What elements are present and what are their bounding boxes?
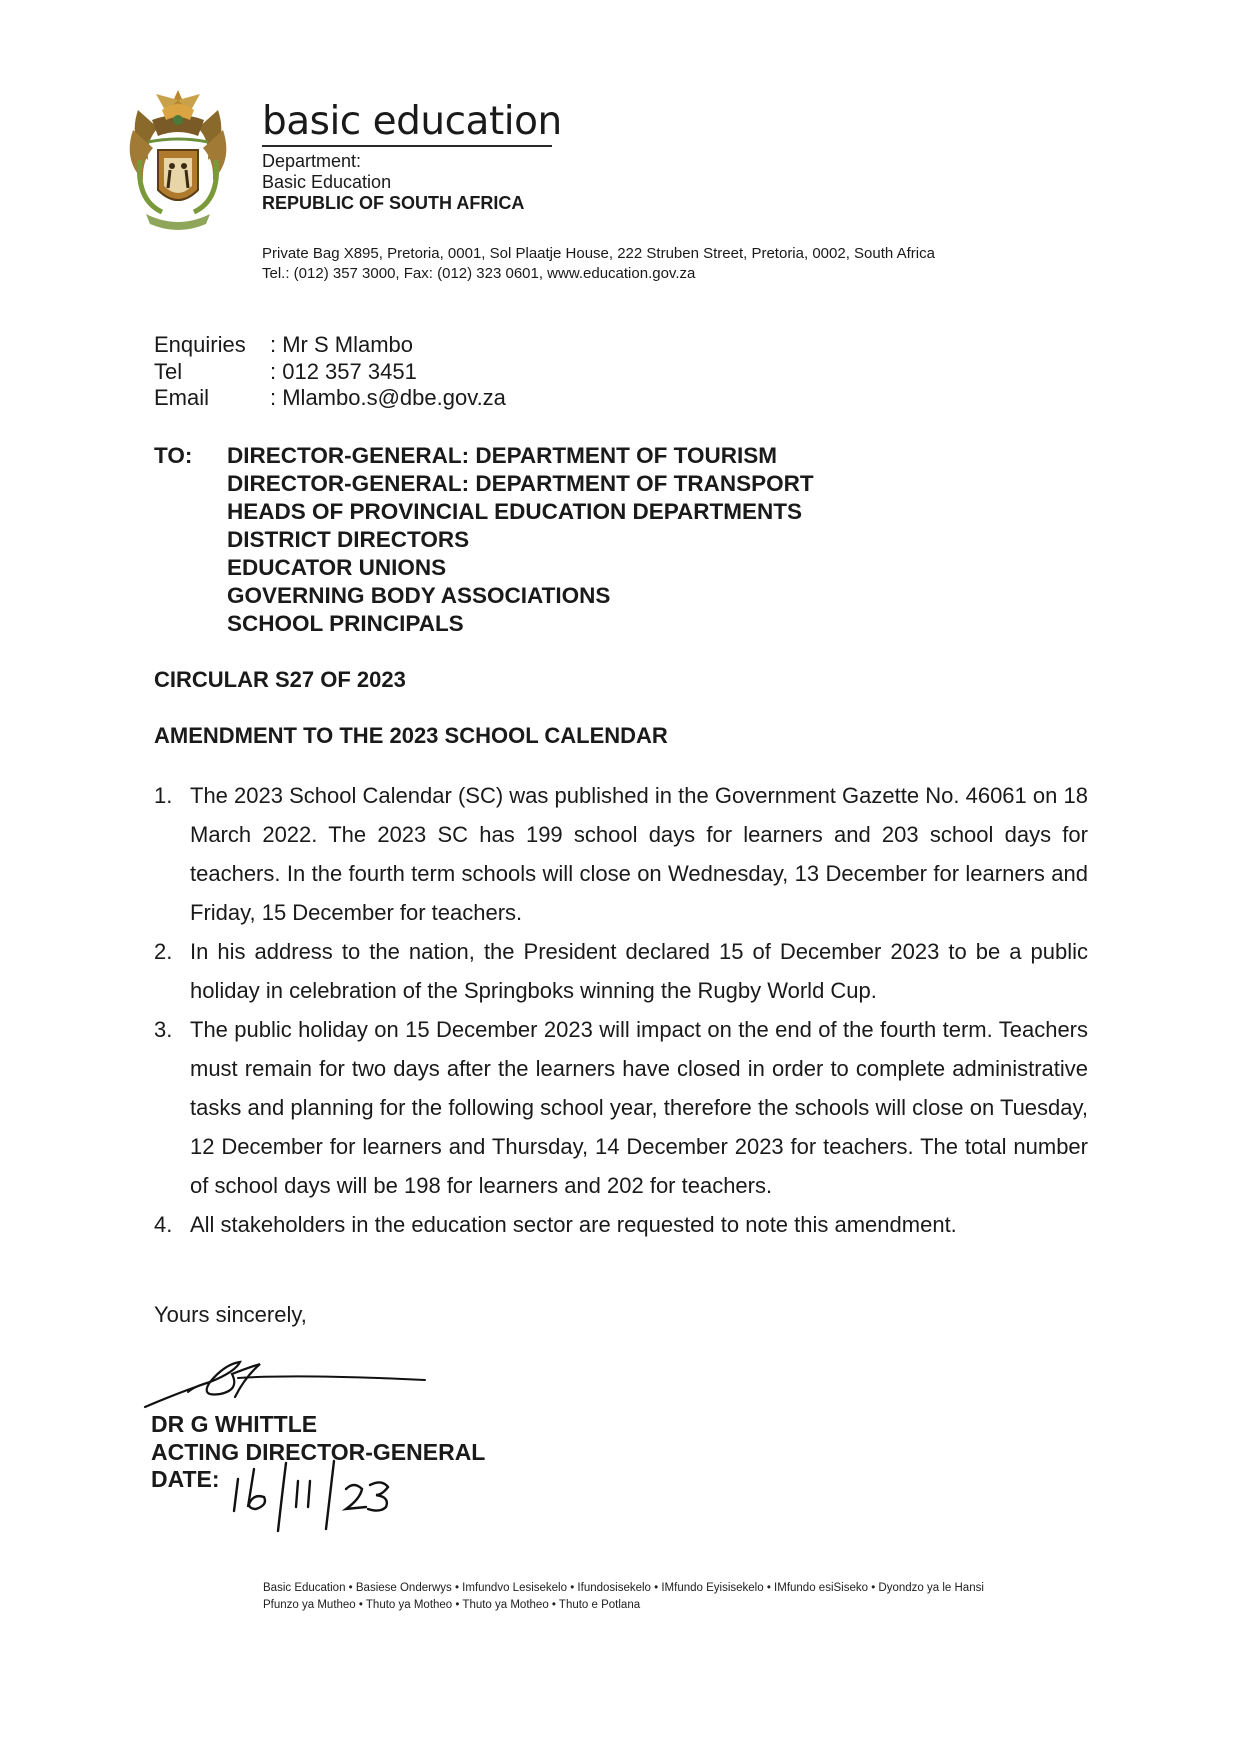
email-value: : Mlambo.s@dbe.gov.za [270,385,506,410]
recipient: DIRECTOR-GENERAL: DEPARTMENT OF TRANSPORT [227,471,814,496]
tel-row [154,359,506,386]
item-text: The public holiday on 15 December 2023 will impact on the end of the fourth term. Teachers must remain for two days after the learners have closed in order to complete administrative tasks and planning for the following school year, therefore the schools will close on Tuesday, 12 December for learners and Thursday, 14 December 2023 for teachers. The total number of school days will be 198 for learners and 202 for teachers. [190,1017,1088,1198]
subject-heading: AMENDMENT TO THE 2023 SCHOOL CALENDAR [154,723,668,748]
footer-multilingual [263,1580,984,1614]
enquiries-label: Enquiries [154,332,246,357]
country-name: REPUBLIC OF SOUTH AFRICA [262,193,525,213]
coat-of-arms-logo [118,80,238,240]
footer-line: Basic Education • Basiese Onderwys • Imfundvo Lesisekelo • Ifundosisekelo • IMfundo Eyisisekelo • IMfundo esiSiseko • Dyondzo ya le Hansi [263,1582,984,1594]
to-label: TO: [154,443,193,468]
footer-line: Pfunzo ya Mutheo • Thuto ya Motheo • Thuto ya Motheo • Thuto e Potlana [263,1599,641,1611]
item-number: 3. [154,1017,173,1042]
enquiries-block [154,332,506,412]
recipient: DIRECTOR-GENERAL: DEPARTMENT OF TOURISM [227,443,777,468]
recipient: DISTRICT DIRECTORS [227,527,470,552]
enquiries-row [154,332,506,359]
postal-address: Private Bag X895, Pretoria, 0001, Sol Plaatje House, 222 Struben Street, Pretoria, 0002, South Africa [262,245,935,262]
signatory-name: DR G WHITTLE [151,1411,318,1437]
item-number: 2. [154,939,173,964]
department-brand-title: basic education [262,99,562,144]
department-label: Department: [262,151,362,171]
tel-label: Tel [154,358,183,384]
list-item [154,1010,1088,1205]
item-number: 1. [154,783,173,808]
recipient: EDUCATOR UNIONS [227,555,447,580]
enquiries-value: : Mr S Mlambo [270,332,414,357]
circular-number: CIRCULAR S27 OF 2023 [154,667,406,692]
item-text: The 2023 School Calendar (SC) was published in the Government Gazette No. 46061 on 18 March 2022. The 2023 SC has 199 school days for learners and 203 school days for teachers. In the fourth term schools will close on Wednesday, 13 December for learners and Friday, 15 December for teachers. [190,783,1088,925]
tel-value: : 012 357 3451 [270,358,417,384]
email-label: Email [154,385,210,410]
brand-divider [262,145,552,147]
item-text: In his address to the nation, the President declared 15 of December 2023 to be a public holiday in celebration of the Springboks winning the Rugby World Cup. [190,939,1088,1003]
handwritten-signature [140,1352,440,1414]
department-name: Basic Education [262,172,392,192]
date-label: DATE: [151,1466,220,1492]
list-item [154,932,1088,1010]
recipient: SCHOOL PRINCIPALS [227,611,464,636]
recipient: GOVERNING BODY ASSOCIATIONS [227,583,611,608]
signatory-title: ACTING DIRECTOR-GENERAL [151,1439,486,1465]
item-text: All stakeholders in the education sector are requested to note this amendment. [190,1212,957,1237]
handwritten-date [230,1455,410,1535]
closing-salutation: Yours sincerely, [154,1302,307,1327]
recipient-list [227,442,814,638]
recipient: HEADS OF PROVINCIAL EDUCATION DEPARTMENTS [227,499,803,524]
address-block [262,244,935,284]
list-item [154,776,1088,932]
contact-numbers: Tel.: (012) 357 3000, Fax: (012) 323 0601, www.education.gov.za [262,265,696,282]
department-block [262,151,524,214]
list-item [154,1205,1088,1244]
item-number: 4. [154,1212,173,1237]
numbered-paragraphs [154,776,1088,1244]
email-row [154,385,506,412]
